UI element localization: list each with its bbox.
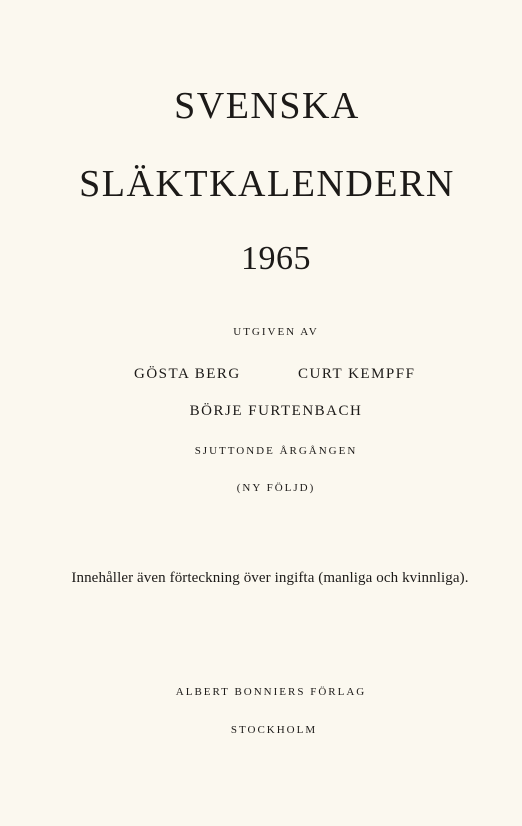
title-line-1: SVENSKA [174, 85, 360, 127]
editors-row [0, 366, 522, 386]
editor-name: BÖRJE FURTENBACH [189, 403, 363, 419]
edition-label: SJUTTONDE ÅRGÅNGEN [194, 445, 358, 457]
contents-note: Innehåller även förteckning över ingifta (manliga och kvinnliga). [71, 570, 469, 586]
publication-year: 1965 [241, 240, 311, 277]
publisher-city: STOCKHOLM [230, 724, 318, 736]
publisher-name: ALBERT BONNIERS FÖRLAG [175, 686, 367, 698]
editor-name: CURT KEMPFF [298, 366, 416, 382]
series-label: (NY FÖLJD) [236, 482, 316, 494]
title-line-2: SLÄKTKALENDERN [79, 163, 455, 205]
edited-by-label: UTGIVEN AV [233, 326, 319, 338]
editor-name: GÖSTA BERG [134, 366, 241, 382]
